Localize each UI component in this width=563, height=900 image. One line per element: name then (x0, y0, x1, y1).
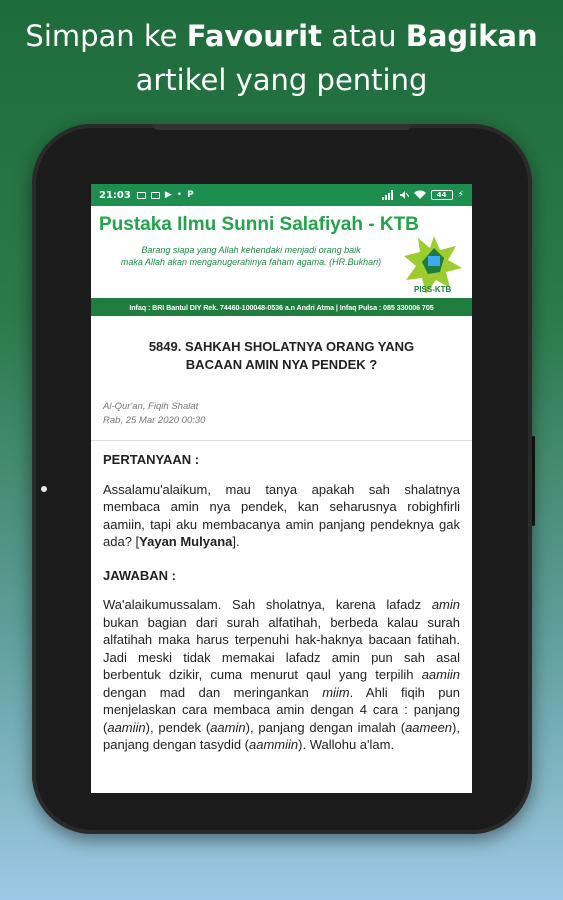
logo-text: PISS-KTB (414, 285, 452, 294)
question-author: Yayan Mulyana (139, 534, 233, 549)
status-bar (91, 184, 472, 206)
article-title (91, 316, 472, 374)
piss-ktb-logo (400, 232, 468, 296)
tablet-top-edge (152, 124, 412, 130)
promo-headline (0, 14, 563, 102)
question-body: Assalamu'alaikum, mau tanya apakah sah shalatnya membaca amin nya pendek, kan seharusnya robighfirli aamiin, tapi aku membacanya amin panjang pendeknya gak ada? [ (103, 481, 460, 549)
answer-body: Wa'alaikumussalam. Sah sholatnya, karena lafadz (103, 597, 432, 612)
answer-term: amin (431, 597, 460, 612)
headline-text: Simpan ke (25, 19, 187, 53)
system-icons (382, 190, 464, 200)
site-banner[interactable] (91, 206, 472, 316)
article-body (91, 441, 472, 754)
answer-body: ), panjang dengan imalah ( (245, 719, 406, 735)
answer-term: aamiin (107, 719, 146, 735)
article-date: Rab, 25 Mar 2020 00:30 (103, 415, 206, 426)
camera-dot (41, 486, 47, 492)
more-notification-icon: • (176, 190, 183, 200)
headline-favourit: Favourit (186, 19, 322, 53)
banner-title: Pustaka Ilmu Sunni Salafiyah - KTB (99, 214, 419, 235)
banner-quote-line: maka Allah akan menganugerahinya faham agama. (HR.Bukhari) (120, 257, 382, 267)
banner-quote (101, 244, 401, 268)
gallery-notification-icon (137, 192, 146, 199)
app-screen (91, 184, 472, 793)
banner-quote-line: Barang siapa yang Allah kehendaki menjadi orang baik (141, 245, 361, 255)
answer-text (103, 596, 460, 754)
mute-icon (399, 190, 409, 200)
answer-body: ), pendek ( (145, 719, 211, 735)
answer-body: bukan bagian dari surah alfatihah, berbeda kalau surah alfatihah maka harus terpenuhi hak-haknya bacaan fatihah. Jadi meski tidak memakai lafadz amin pun sah asal berbentuk dzikir, cuma menurut qaul yang terpilih (103, 614, 460, 682)
headline-text: atau (321, 19, 406, 53)
answer-heading: JAWABAN : (103, 567, 176, 583)
question-text (103, 481, 460, 551)
status-time: 21:03 (99, 189, 131, 201)
answer-body: ), panjang dengan tasydid ( (103, 719, 460, 752)
article-category[interactable]: Al-Qur'an, Fiqih Shalat (103, 401, 199, 412)
side-button (532, 436, 535, 526)
headline-bagikan: Bagikan (405, 19, 538, 53)
article-meta (91, 400, 472, 428)
question-end: ]. (232, 534, 240, 549)
infaq-bar: Infaq : BRI Bantul DIY Rek. 74460-100048-0536 a.n Andri Atma | Infaq Pulsa : 085 330006 705 (91, 298, 472, 316)
question-heading: PERTANYAAN : (103, 452, 200, 467)
message-notification-icon (151, 192, 160, 199)
headline-line-2: artikel yang penting (135, 63, 428, 97)
answer-term: miim (322, 684, 350, 700)
spacer (103, 551, 460, 567)
article (91, 316, 472, 754)
answer-body: dengan mad dan meringankan (103, 684, 323, 700)
answer-term: aammiin (249, 737, 299, 752)
play-notification-icon: ▶ (164, 190, 172, 200)
answer-body: ). Wallohu a'lam. (298, 737, 395, 752)
article-title-line: 5849. SAHKAH SHOLATNYA ORANG YANG (148, 339, 415, 354)
signal-icon (382, 190, 394, 200)
answer-body: . Ahli fiqih pun menjelaskan cara membaca amin dengan 4 cara : panjang ( (103, 684, 460, 735)
answer-term: aamin (210, 719, 246, 735)
tablet-frame (32, 124, 532, 834)
notification-icons (137, 190, 194, 200)
battery-icon: 44 (431, 190, 453, 200)
answer-term: aameen (405, 719, 453, 735)
p-notification-icon: P (187, 190, 194, 200)
charging-icon: ⚡ (457, 190, 464, 200)
headline-line-1 (0, 14, 563, 58)
article-title-line: BACAAN AMIN NYA PENDEK ? (185, 357, 378, 372)
wifi-icon (414, 190, 426, 200)
answer-term: aamiin (421, 667, 460, 682)
